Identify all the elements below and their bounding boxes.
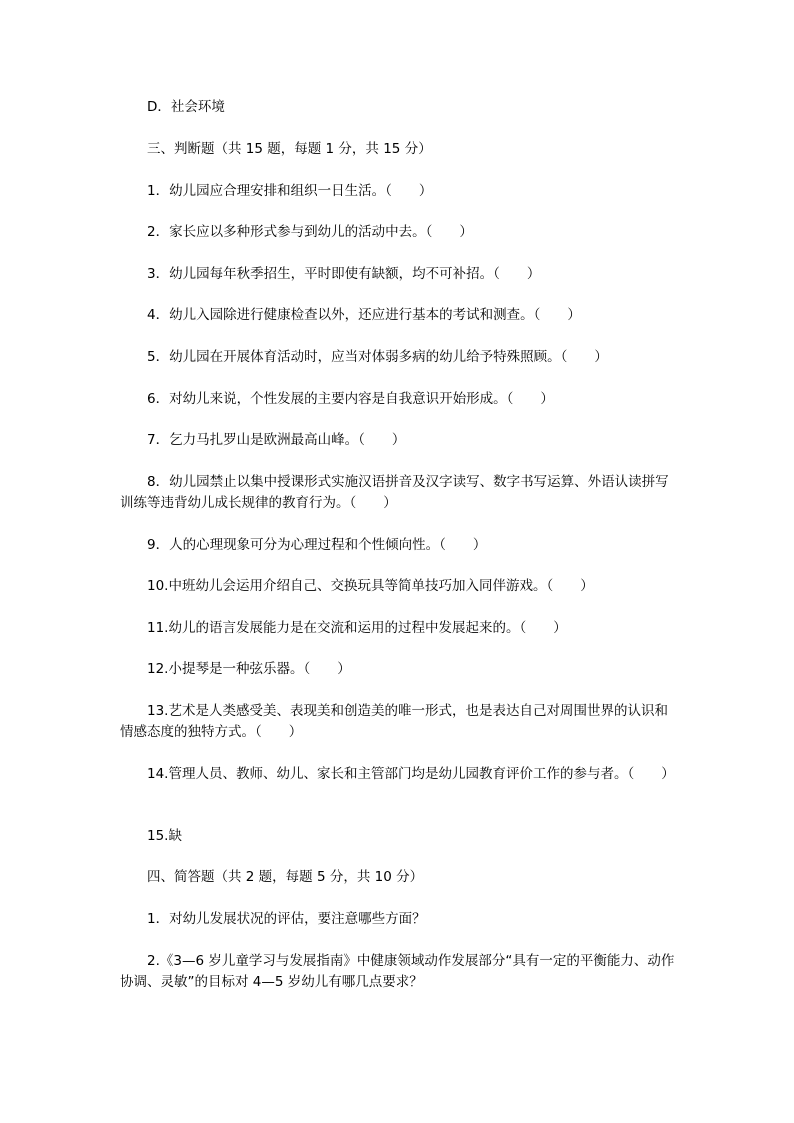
judgment-question-8: 8．幼儿园禁止以集中授课形式实施汉语拼音及汉字读写、数字书写运算、外语认读拼写训练等违背幼儿成长规律的教育行为。（ ） [120, 474, 669, 511]
judgment-question-12: 12.小提琴是一种弦乐器。（ ） [147, 661, 351, 677]
short-answer-question-2: 2.《3—6 岁儿童学习与发展指南》中健康领域动作发展部分“具有一定的平衡能力、动作协调、灵敏”的目标对 4—5 岁幼儿有哪几点要求？ [120, 953, 675, 990]
judgment-question-14: 14.管理人员、教师、幼儿、家长和主管部门均是幼儿园教育评价工作的参与者。（ ） [147, 766, 675, 782]
section-4-heading: 四、简答题（共 2 题，每题 5 分，共 10 分） [147, 869, 424, 885]
judgment-question-1: 1．幼儿园应合理安排和组织一日生活。（ ） [147, 183, 433, 199]
section-3-heading: 三、判断题（共 15 题，每题 1 分，共 15 分） [147, 141, 432, 157]
judgment-question-2: 2．家长应以多种形式参与到幼儿的活动中去。（ ） [147, 224, 473, 240]
judgment-question-15: 15.缺 [147, 828, 182, 844]
judgment-question-5: 5．幼儿园在开展体育活动时，应当对体弱多病的幼儿给予特殊照顾。（ ） [147, 349, 608, 365]
option-d: D．社会环境 [147, 99, 225, 115]
short-answer-question-1: 1．对幼儿发展状况的评估，要注意哪些方面？ [147, 911, 426, 927]
judgment-question-10: 10.中班幼儿会运用介绍自己、交换玩具等简单技巧加入同伴游戏。（ ） [147, 578, 594, 594]
judgment-question-4: 4．幼儿入园除进行健康检查以外，还应进行基本的考试和测查。（ ） [147, 307, 581, 323]
judgment-question-6: 6．对幼儿来说，个性发展的主要内容是自我意识开始形成。（ ） [147, 391, 554, 407]
judgment-question-13: 13.艺术是人类感受美、表现美和创造美的唯一形式，也是表达自己对周围世界的认识和情感态度的独特方式。（ ） [120, 703, 668, 740]
judgment-question-9: 9．人的心理现象可分为心理过程和个性倾向性。（ ） [147, 537, 487, 553]
judgment-question-11: 11.幼儿的语言发展能力是在交流和运用的过程中发展起来的。（ ） [147, 620, 567, 636]
judgment-question-7: 7．乞力马扎罗山是欧洲最高山峰。（ ） [147, 432, 406, 448]
judgment-question-3: 3．幼儿园每年秋季招生，平时即使有缺额，均不可补招。（ ） [147, 266, 541, 282]
